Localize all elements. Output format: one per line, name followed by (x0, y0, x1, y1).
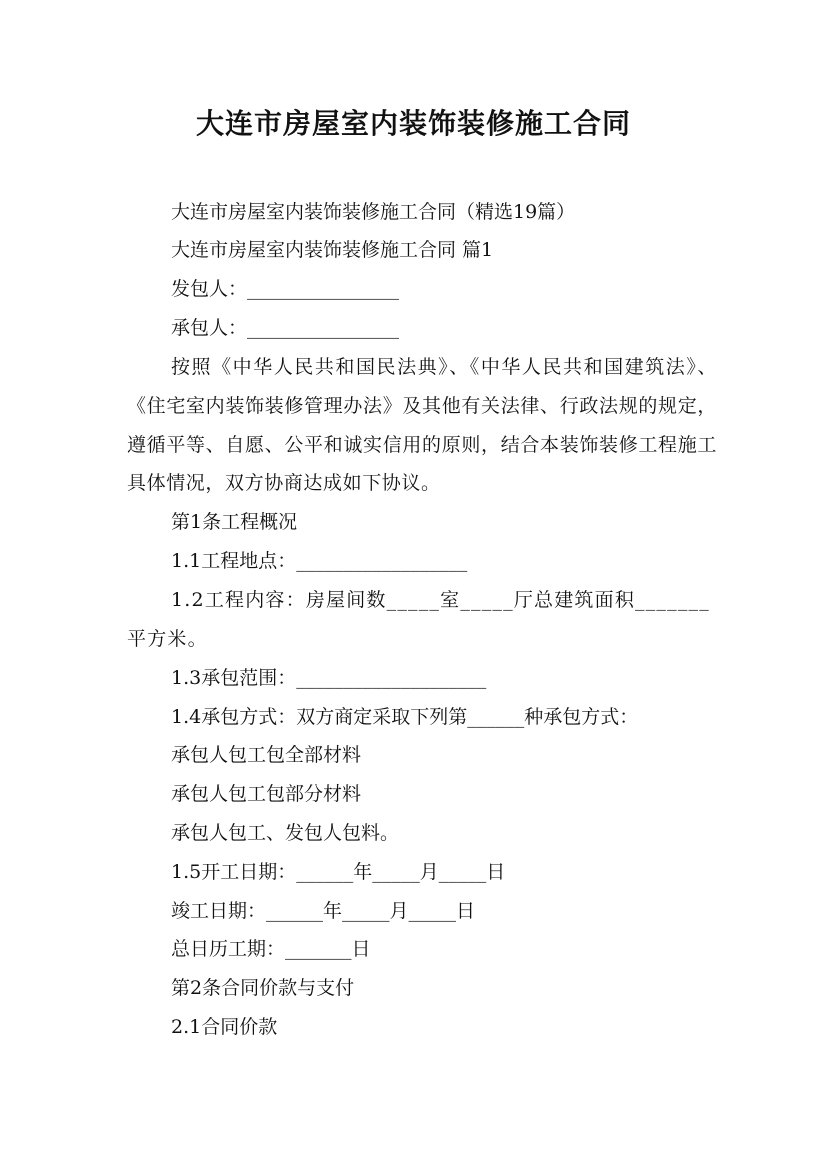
section-heading: 大连市房屋室内装饰装修施工合同 篇1 (171, 239, 494, 261)
option-2: 承包人包工包部分材料 (171, 783, 362, 805)
item-1-5: 1.5开工日期：______年_____月_____日 (171, 861, 506, 883)
item-2-1: 2.1合同价款 (171, 1016, 278, 1038)
item-1-3: 1.3承包范围：____________________ (171, 667, 487, 689)
article-1-title: 第1条工程概况 (171, 511, 298, 533)
completion-date: 竣工日期：______年_____月_____日 (171, 900, 476, 922)
party-b-line: 承包人：________________ (171, 317, 400, 339)
item-1-1: 1.1工程地点：__________________ (171, 550, 468, 572)
document-subtitle: 大连市房屋室内装饰装修施工合同（精选19篇） (171, 201, 576, 223)
preamble-paragraph: 按照《中华人民共和国民法典》、《中华人民共和国建筑法》、《住宅室内装饰装修管理办法》及其他有关法律、行政法规的规定，遵循平等、自愿、公平和诚实信用的原则，结合本装饰装修工程施工具体情况，双方协商达成如下协议。 (127, 356, 717, 495)
article-2-title: 第2条合同价款与支付 (171, 977, 355, 999)
option-1: 承包人包工包全部材料 (171, 744, 362, 766)
total-days: 总日历工期：_______日 (171, 938, 371, 960)
item-1-2: 1.2工程内容：房屋间数_____室_____厅总建筑面积_______平方米。 (127, 589, 710, 650)
page-title: 大连市房屋室内装饰装修施工合同 (195, 107, 631, 140)
party-a-line: 发包人：________________ (171, 278, 400, 300)
option-3: 承包人包工、发包人包料。 (171, 822, 400, 844)
item-1-4: 1.4承包方式：双方商定采取下列第______种承包方式： (171, 706, 639, 728)
